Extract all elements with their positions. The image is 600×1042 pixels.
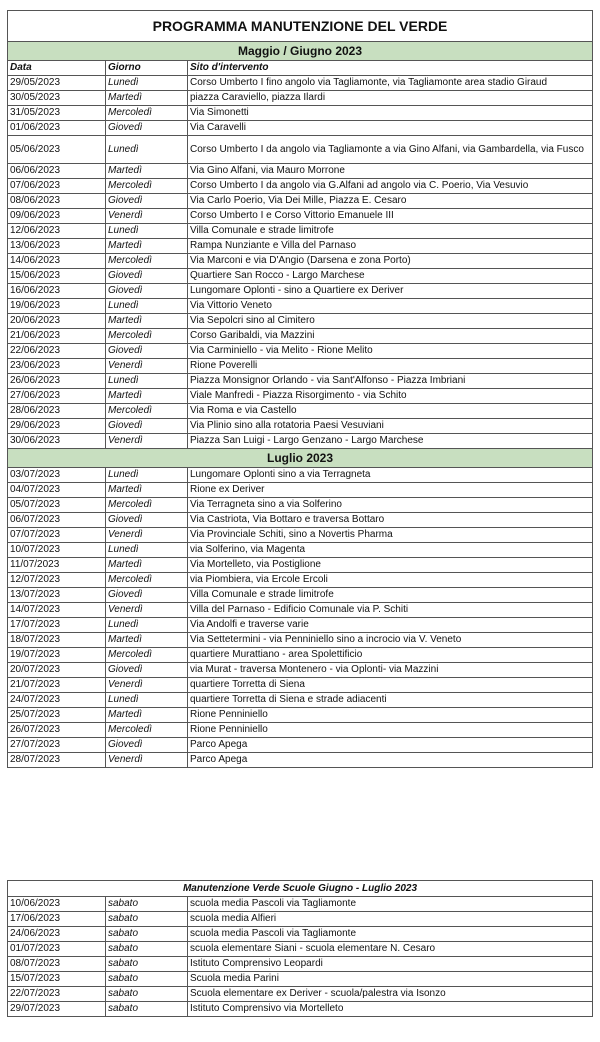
day-cell: Martedì: [106, 314, 188, 329]
date-cell: 22/06/2023: [8, 344, 106, 359]
site-cell: Via Gino Alfani, via Mauro Morrone: [188, 164, 593, 179]
table-row: [8, 603, 593, 618]
date-cell: 17/06/2023: [8, 912, 106, 927]
date-cell: 10/07/2023: [8, 543, 106, 558]
maintenance-schedule: [7, 10, 592, 768]
date-cell: 06/06/2023: [8, 164, 106, 179]
date-cell: 05/07/2023: [8, 498, 106, 513]
site-cell: Rione Penniniello: [188, 708, 593, 723]
table-row: [8, 239, 593, 254]
site-cell: Via Sepolcri sino al Cimitero: [188, 314, 593, 329]
day-cell: Venerdì: [106, 434, 188, 449]
site-cell: Via Roma e via Castello: [188, 404, 593, 419]
day-cell: sabato: [106, 1002, 188, 1017]
date-cell: 27/06/2023: [8, 389, 106, 404]
table-row: [8, 269, 593, 284]
date-cell: 04/07/2023: [8, 483, 106, 498]
table-row: [8, 374, 593, 389]
table-row: [8, 513, 593, 528]
site-cell: via Piombiera, via Ercole Ercoli: [188, 573, 593, 588]
date-cell: 15/06/2023: [8, 269, 106, 284]
day-cell: Martedì: [106, 633, 188, 648]
site-cell: Parco Apega: [188, 753, 593, 768]
day-cell: Mercoledì: [106, 723, 188, 738]
schools-title-row: [8, 881, 593, 897]
site-cell: Corso Umberto I e Corso Vittorio Emanuele III: [188, 209, 593, 224]
table-row: [8, 1002, 593, 1017]
table-row: [8, 179, 593, 194]
date-cell: 14/07/2023: [8, 603, 106, 618]
title-row: [8, 11, 593, 42]
date-cell: 07/06/2023: [8, 179, 106, 194]
day-cell: sabato: [106, 987, 188, 1002]
page-title: PROGRAMMA MANUTENZIONE DEL VERDE: [8, 11, 593, 42]
table-row: [8, 344, 593, 359]
day-cell: sabato: [106, 927, 188, 942]
table-row: [8, 329, 593, 344]
site-cell: Villa Comunale e strade limitrofe: [188, 588, 593, 603]
site-cell: Corso Umberto I fino angolo via Tagliamonte, via Tagliamonte area stadio Giraud: [188, 76, 593, 91]
site-cell: Rione Penniniello: [188, 723, 593, 738]
date-cell: 28/07/2023: [8, 753, 106, 768]
day-cell: Lunedì: [106, 374, 188, 389]
day-cell: Mercoledì: [106, 573, 188, 588]
date-cell: 28/06/2023: [8, 404, 106, 419]
day-cell: Venerdì: [106, 209, 188, 224]
day-cell: Venerdì: [106, 753, 188, 768]
date-cell: 12/07/2023: [8, 573, 106, 588]
day-cell: Lunedì: [106, 136, 188, 164]
site-cell: scuola media Alfieri: [188, 912, 593, 927]
table-row: [8, 91, 593, 106]
table-row: [8, 942, 593, 957]
table-row: [8, 76, 593, 91]
section-header-july: [8, 449, 593, 468]
site-cell: Lungomare Oplonti - sino a Quartiere ex Deriver: [188, 284, 593, 299]
table-row: [8, 164, 593, 179]
date-cell: 20/06/2023: [8, 314, 106, 329]
site-cell: Viale Manfredi - Piazza Risorgimento - via Schito: [188, 389, 593, 404]
site-cell: Via Provinciale Schiti, sino a Novertis Pharma: [188, 528, 593, 543]
site-cell: Rione Poverelli: [188, 359, 593, 374]
day-cell: Venerdì: [106, 359, 188, 374]
section-header-may-june: [8, 42, 593, 61]
column-header-row: [8, 61, 593, 76]
table-row: [8, 753, 593, 768]
date-cell: 29/05/2023: [8, 76, 106, 91]
site-cell: Scuola media Parini: [188, 972, 593, 987]
site-cell: Istituto Comprensivo Leopardi: [188, 957, 593, 972]
day-cell: Venerdì: [106, 528, 188, 543]
date-cell: 30/06/2023: [8, 434, 106, 449]
date-cell: 06/07/2023: [8, 513, 106, 528]
table-row: [8, 912, 593, 927]
day-cell: Giovedì: [106, 588, 188, 603]
site-cell: piazza Caraviello, piazza Ilardi: [188, 91, 593, 106]
table-row: [8, 723, 593, 738]
site-cell: quartiere Torretta di Siena: [188, 678, 593, 693]
date-cell: 19/07/2023: [8, 648, 106, 663]
day-cell: Mercoledì: [106, 404, 188, 419]
site-cell: Via Caravelli: [188, 121, 593, 136]
date-cell: 25/07/2023: [8, 708, 106, 723]
site-cell: Parco Apega: [188, 738, 593, 753]
day-cell: Lunedì: [106, 76, 188, 91]
day-cell: sabato: [106, 972, 188, 987]
table-row: [8, 693, 593, 708]
site-cell: via Murat - traversa Montenero - via Oplonti- via Mazzini: [188, 663, 593, 678]
table-row: [8, 419, 593, 434]
table-row: [8, 588, 593, 603]
table-row: [8, 284, 593, 299]
date-cell: 23/06/2023: [8, 359, 106, 374]
site-cell: Via Plinio sino alla rotatoria Paesi Vesuviani: [188, 419, 593, 434]
day-cell: Lunedì: [106, 543, 188, 558]
day-cell: Lunedì: [106, 468, 188, 483]
day-cell: Lunedì: [106, 618, 188, 633]
date-cell: 30/05/2023: [8, 91, 106, 106]
day-cell: Martedì: [106, 708, 188, 723]
date-cell: 21/07/2023: [8, 678, 106, 693]
table-row: [8, 972, 593, 987]
date-cell: 05/06/2023: [8, 136, 106, 164]
day-cell: Martedì: [106, 483, 188, 498]
date-cell: 07/07/2023: [8, 528, 106, 543]
date-cell: 10/06/2023: [8, 897, 106, 912]
day-cell: Martedì: [106, 558, 188, 573]
day-cell: Martedì: [106, 239, 188, 254]
table-row: [8, 987, 593, 1002]
table-row: [8, 314, 593, 329]
date-cell: 22/07/2023: [8, 987, 106, 1002]
day-cell: sabato: [106, 942, 188, 957]
day-cell: Mercoledì: [106, 254, 188, 269]
site-cell: Via Carlo Poerio, Via Dei Mille, Piazza E. Cesaro: [188, 194, 593, 209]
table-row: [8, 299, 593, 314]
table-row: [8, 121, 593, 136]
date-cell: 08/06/2023: [8, 194, 106, 209]
site-cell: via Solferino, via Magenta: [188, 543, 593, 558]
section-label: Maggio / Giugno 2023: [8, 42, 593, 61]
date-cell: 09/06/2023: [8, 209, 106, 224]
site-cell: Via Vittorio Veneto: [188, 299, 593, 314]
date-cell: 24/06/2023: [8, 927, 106, 942]
date-cell: 26/07/2023: [8, 723, 106, 738]
date-cell: 12/06/2023: [8, 224, 106, 239]
date-cell: 16/06/2023: [8, 284, 106, 299]
column-header-date: Data: [8, 61, 106, 76]
section-label: Luglio 2023: [8, 449, 593, 468]
table-row: [8, 618, 593, 633]
table-row: [8, 106, 593, 121]
day-cell: Lunedì: [106, 693, 188, 708]
day-cell: Giovedì: [106, 284, 188, 299]
day-cell: Venerdì: [106, 603, 188, 618]
table-row: [8, 498, 593, 513]
site-cell: Via Marconi e via D'Angio (Darsena e zona Porto): [188, 254, 593, 269]
table-row: [8, 389, 593, 404]
table-row: [8, 543, 593, 558]
site-cell: Via Terragneta sino a via Solferino: [188, 498, 593, 513]
site-cell: Corso Umberto I da angolo via Tagliamonte a via Gino Alfani, via Gambardella, via Fusco: [188, 136, 593, 164]
date-cell: 21/06/2023: [8, 329, 106, 344]
table-row: [8, 663, 593, 678]
table-row: [8, 573, 593, 588]
day-cell: Mercoledì: [106, 179, 188, 194]
date-cell: 18/07/2023: [8, 633, 106, 648]
site-cell: Rampa Nunziante e Villa del Parnaso: [188, 239, 593, 254]
table-row: [8, 483, 593, 498]
table-row: [8, 254, 593, 269]
table-row: [8, 359, 593, 374]
table-row: [8, 897, 593, 912]
date-cell: 14/06/2023: [8, 254, 106, 269]
date-cell: 29/06/2023: [8, 419, 106, 434]
site-cell: Rione ex Deriver: [188, 483, 593, 498]
table-row: [8, 434, 593, 449]
day-cell: Mercoledì: [106, 648, 188, 663]
table-row: [8, 468, 593, 483]
column-header-site: Sito d'intervento: [188, 61, 593, 76]
site-cell: Corso Garibaldi, via Mazzini: [188, 329, 593, 344]
table-row: [8, 957, 593, 972]
date-cell: 13/06/2023: [8, 239, 106, 254]
site-cell: quartiere Torretta di Siena e strade adiacenti: [188, 693, 593, 708]
day-cell: Giovedì: [106, 269, 188, 284]
table-row: [8, 648, 593, 663]
day-cell: Giovedì: [106, 121, 188, 136]
date-cell: 13/07/2023: [8, 588, 106, 603]
site-cell: Istituto Comprensivo via Mortelleto: [188, 1002, 593, 1017]
day-cell: Giovedì: [106, 194, 188, 209]
day-cell: Lunedì: [106, 224, 188, 239]
schools-title: Manutenzione Verde Scuole Giugno - Luglio 2023: [8, 881, 593, 897]
day-cell: Mercoledì: [106, 498, 188, 513]
day-cell: Martedì: [106, 91, 188, 106]
site-cell: Villa del Parnaso - Edificio Comunale via P. Schiti: [188, 603, 593, 618]
site-cell: Via Settetermini - via Penniniello sino a incrocio via V. Veneto: [188, 633, 593, 648]
table-row: [8, 558, 593, 573]
table-row: [8, 224, 593, 239]
date-cell: 08/07/2023: [8, 957, 106, 972]
date-cell: 31/05/2023: [8, 106, 106, 121]
site-cell: quartiere Murattiano - area Spolettificio: [188, 648, 593, 663]
site-cell: Corso Umberto I da angolo via G.Alfani ad angolo via C. Poerio, Via Vesuvio: [188, 179, 593, 194]
day-cell: Giovedì: [106, 344, 188, 359]
day-cell: Giovedì: [106, 513, 188, 528]
site-cell: Scuola elementare ex Deriver - scuola/palestra via Isonzo: [188, 987, 593, 1002]
date-cell: 17/07/2023: [8, 618, 106, 633]
site-cell: Via Castriota, Via Bottaro e traversa Bottaro: [188, 513, 593, 528]
site-cell: scuola media Pascoli via Tagliamonte: [188, 897, 593, 912]
day-cell: Giovedì: [106, 663, 188, 678]
date-cell: 29/07/2023: [8, 1002, 106, 1017]
schedule-table: [7, 10, 593, 768]
day-cell: Martedì: [106, 164, 188, 179]
day-cell: sabato: [106, 912, 188, 927]
site-cell: Via Mortelleto, via Postiglione: [188, 558, 593, 573]
column-header-day: Giorno: [106, 61, 188, 76]
site-cell: Lungomare Oplonti sino a via Terragneta: [188, 468, 593, 483]
table-row: [8, 404, 593, 419]
site-cell: Quartiere San Rocco - Largo Marchese: [188, 269, 593, 284]
site-cell: Via Andolfi e traverse varie: [188, 618, 593, 633]
table-row: [8, 209, 593, 224]
schools-schedule: [7, 880, 592, 1017]
date-cell: 20/07/2023: [8, 663, 106, 678]
date-cell: 03/07/2023: [8, 468, 106, 483]
table-row: [8, 927, 593, 942]
date-cell: 19/06/2023: [8, 299, 106, 314]
schools-table: [7, 880, 593, 1017]
day-cell: Venerdì: [106, 678, 188, 693]
site-cell: Via Simonetti: [188, 106, 593, 121]
table-row: [8, 678, 593, 693]
date-cell: 27/07/2023: [8, 738, 106, 753]
day-cell: Giovedì: [106, 419, 188, 434]
table-row: [8, 738, 593, 753]
table-row: [8, 194, 593, 209]
day-cell: Mercoledì: [106, 106, 188, 121]
day-cell: sabato: [106, 897, 188, 912]
site-cell: Via Carminiello - via Melito - Rione Melito: [188, 344, 593, 359]
table-row: [8, 528, 593, 543]
date-cell: 24/07/2023: [8, 693, 106, 708]
date-cell: 11/07/2023: [8, 558, 106, 573]
site-cell: Piazza San Luigi - Largo Genzano - Largo Marchese: [188, 434, 593, 449]
day-cell: Martedì: [106, 389, 188, 404]
day-cell: Giovedì: [106, 738, 188, 753]
site-cell: Piazza Monsignor Orlando - via Sant'Alfonso - Piazza Imbriani: [188, 374, 593, 389]
date-cell: 01/06/2023: [8, 121, 106, 136]
date-cell: 26/06/2023: [8, 374, 106, 389]
day-cell: sabato: [106, 957, 188, 972]
day-cell: Lunedì: [106, 299, 188, 314]
site-cell: Villa Comunale e strade limitrofe: [188, 224, 593, 239]
table-row: [8, 708, 593, 723]
date-cell: 15/07/2023: [8, 972, 106, 987]
site-cell: scuola media Pascoli via Tagliamonte: [188, 927, 593, 942]
date-cell: 01/07/2023: [8, 942, 106, 957]
table-row: [8, 136, 593, 164]
day-cell: Mercoledì: [106, 329, 188, 344]
site-cell: scuola elementare Siani - scuola elementare N. Cesaro: [188, 942, 593, 957]
table-row: [8, 633, 593, 648]
